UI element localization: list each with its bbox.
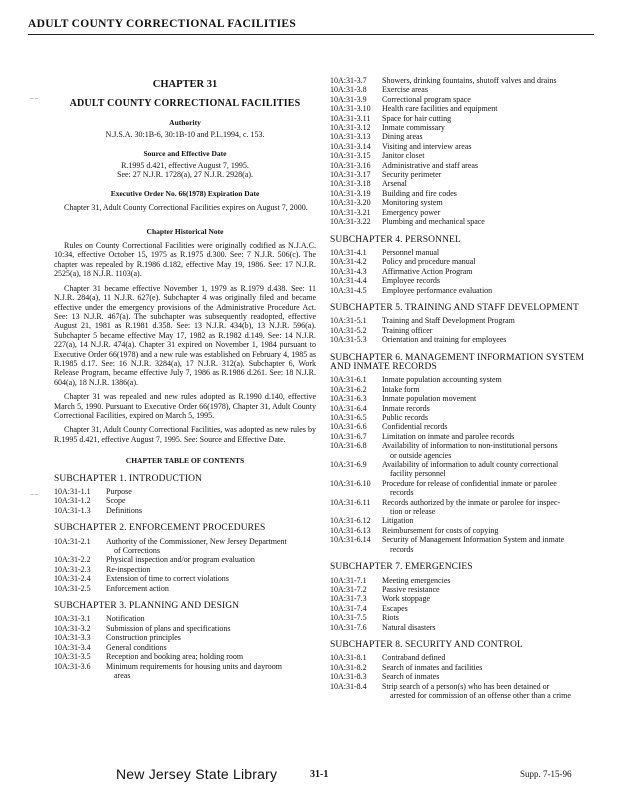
toc-row <box>330 179 596 188</box>
section-title <box>106 584 316 593</box>
section-number: 10A:31-7.3 <box>330 594 367 604</box>
section-title-text: Health care facilities and equipment <box>382 104 498 114</box>
section-title <box>382 76 596 85</box>
section-title <box>382 385 596 394</box>
toc-label: CHAPTER TABLE OF CONTENTS <box>125 456 245 466</box>
section-title <box>382 604 596 613</box>
toc-row <box>330 576 596 585</box>
subchapter-heading: SUBCHAPTER 5. TRAINING AND STAFF DEVELOPMENT <box>330 302 579 313</box>
toc-row <box>330 682 596 701</box>
toc-row <box>54 652 316 661</box>
section-title-text: Notification <box>106 614 145 624</box>
toc-list <box>54 537 316 593</box>
section-title-text: Construction principles <box>106 633 181 643</box>
section-title-text: General conditions <box>106 642 167 652</box>
section-title-continued: arrested for commission of an offense other than a crime <box>390 690 571 700</box>
section-number: 10A:31-3.1 <box>54 614 91 624</box>
section-title-text: Personnel manual <box>382 247 440 257</box>
section-number: 10A:31-6.7 <box>330 431 367 441</box>
section-number: 10A:31-6.10 <box>330 478 371 488</box>
toc-row <box>330 335 596 344</box>
section-title-text: Arsenal <box>382 179 407 189</box>
toc-row <box>54 496 316 505</box>
section-title-text: Authority of the Commissioner, New Jersey Department <box>106 536 287 546</box>
section-number: 10A:31-3.11 <box>330 113 371 123</box>
section-title <box>382 257 596 266</box>
section-number: 10A:31-5.3 <box>330 335 367 345</box>
section-number: 10A:31-8.4 <box>330 681 367 691</box>
section-number: 10A:31-3.13 <box>330 132 371 142</box>
section-title-text: Meeting emergencies <box>382 575 451 585</box>
subchapter-heading: SUBCHAPTER 8. SECURITY AND CONTROL <box>330 639 523 650</box>
section-title-text: Training officer <box>382 325 433 335</box>
section-number: 10A:31-2.3 <box>54 564 91 574</box>
section-title-text: Procedure for release of confidential inmate or parolee <box>382 478 557 488</box>
toc-row <box>54 643 316 652</box>
section-number: 10A:31-2.4 <box>54 574 91 584</box>
section-title <box>382 170 596 179</box>
section-title <box>382 441 596 460</box>
section-number: 10A:31-3.5 <box>54 652 91 662</box>
section-title <box>382 479 596 498</box>
section-title <box>382 85 596 94</box>
section-title <box>382 672 596 681</box>
section-title <box>382 432 596 441</box>
section-title <box>382 132 596 141</box>
subchapter-heading: SUBCHAPTER 6. MANAGEMENT INFORMATION SYSTEM AND INMATE RECORDS <box>330 352 585 372</box>
section-title-text: Orientation and training for employees <box>382 335 507 345</box>
section-title-text: Intake form <box>382 384 420 394</box>
section-title <box>382 413 596 422</box>
section-title <box>382 104 596 113</box>
section-number: 10A:31-8.3 <box>330 672 367 682</box>
toc-list <box>330 248 596 295</box>
section-title-continued: areas <box>114 670 131 680</box>
section-title <box>382 585 596 594</box>
toc-row <box>54 633 316 642</box>
section-title <box>382 335 596 344</box>
section-number: 10A:31-3.2 <box>54 623 91 633</box>
section-number: 10A:31-1.2 <box>54 496 91 506</box>
toc-row <box>330 276 596 285</box>
section-number: 10A:31-3.19 <box>330 188 371 198</box>
section-title-text: Passive resistance <box>382 584 440 594</box>
section-title <box>382 526 596 535</box>
toc-row <box>330 422 596 431</box>
eo-text: Chapter 31, Adult County Correctional Facilities expires on August 7, 2000. <box>64 203 308 213</box>
toc-row <box>330 170 596 179</box>
toc-row <box>330 585 596 594</box>
toc-row <box>330 114 596 123</box>
section-number: 10A:31-7.1 <box>330 575 367 585</box>
toc-row <box>330 286 596 295</box>
section-title-text: Administrative and staff areas <box>382 160 479 170</box>
section-title-text: Inmate population movement <box>382 394 477 404</box>
toc-row <box>330 460 596 479</box>
section-title <box>382 142 596 151</box>
section-title <box>382 404 596 413</box>
toc-row <box>54 537 316 556</box>
toc-row <box>330 516 596 525</box>
section-title-text: Security of Management Information System and inmate <box>382 535 565 545</box>
toc-list <box>330 576 596 632</box>
section-number: 10A:31-3.18 <box>330 179 371 189</box>
toc-row <box>330 95 596 104</box>
toc-row <box>330 394 596 403</box>
section-title-text: Purpose <box>106 487 132 496</box>
toc-row <box>330 198 596 207</box>
library-watermark: New Jersey State Library <box>116 766 278 782</box>
section-title <box>382 422 596 431</box>
section-title-continued: records <box>390 488 414 498</box>
toc-row <box>330 85 596 94</box>
section-title <box>106 624 316 633</box>
section-number: 10A:31-7.4 <box>330 603 367 613</box>
history-label: Chapter Historical Note <box>146 226 224 236</box>
section-title-text: Records authorized by the inmate or parolee for inspec- <box>382 497 561 507</box>
chapter-number: CHAPTER 31 <box>152 79 218 90</box>
section-title <box>106 662 316 681</box>
source-text-2: See: 27 N.J.R. 1728(a), 27 N.J.R. 2928(a). <box>117 170 253 180</box>
section-title <box>106 652 316 661</box>
section-title-text: Correctional program space <box>382 94 471 104</box>
section-title-text: Building and fire codes <box>382 188 457 198</box>
section-title-text: Availability of information to non-institutional persons <box>382 441 558 451</box>
section-title-text: Janitor closet <box>382 151 425 161</box>
section-number: 10A:31-3.14 <box>330 141 371 151</box>
running-head: ADULT COUNTY CORRECTIONAL FACILITIES <box>28 18 297 30</box>
section-number: 10A:31-3.9 <box>330 94 367 104</box>
section-title-text: Reimbursement for costs of copying <box>382 525 499 535</box>
section-title-text: Exercise areas <box>382 85 428 95</box>
subchapter-heading: SUBCHAPTER 1. INTRODUCTION <box>54 473 203 484</box>
section-title-text: Emergency power <box>382 207 441 217</box>
toc-row <box>330 613 596 622</box>
section-number: 10A:31-6.8 <box>330 441 367 451</box>
section-title <box>382 95 596 104</box>
section-title <box>382 682 596 701</box>
section-number: 10A:31-6.11 <box>330 497 371 507</box>
toc-row <box>54 487 316 496</box>
section-title <box>382 286 596 295</box>
toc-row <box>330 672 596 681</box>
toc-row <box>330 123 596 132</box>
section-title-text: Space for hair cutting <box>382 113 452 123</box>
section-number: 10A:31-8.2 <box>330 662 367 672</box>
history-paragraph: Chapter 31 was repealed and new rules adopted as R.1990 d.140, effective March 5, 1990. Pursuant to Executive Order 66(1978), Chapter 31, Adult County Correctional Facilities, expired on March 5, 1995. <box>54 392 316 420</box>
source-label: Source and Effective Date <box>143 148 227 158</box>
authority-text: N.J.S.A. 30:1B-6, 30:1B-10 and P.L.1994, c. 153. <box>105 130 265 140</box>
toc-row <box>330 498 596 517</box>
toc-row <box>330 432 596 441</box>
section-title-text: Natural disasters <box>382 622 436 632</box>
section-number: 10A:31-3.4 <box>54 642 91 652</box>
section-number: 10A:31-6.12 <box>330 516 371 526</box>
toc-row <box>54 565 316 574</box>
section-title-continued: tion or release <box>390 507 436 517</box>
section-title <box>382 623 596 632</box>
section-number: 10A:31-6.4 <box>330 403 367 413</box>
section-title-continued: of Corrections <box>114 546 160 556</box>
toc-row <box>330 535 596 554</box>
toc-row <box>330 76 596 85</box>
toc-row <box>330 663 596 672</box>
margin-mark: ⁻⁻ <box>30 96 39 105</box>
section-title-text: Inmate population accounting system <box>382 375 502 385</box>
section-number: 10A:31-4.2 <box>330 257 367 267</box>
section-number: 10A:31-3.21 <box>330 207 371 217</box>
section-number: 10A:31-6.1 <box>330 375 367 385</box>
section-title-text: Plumbing and mechanical space <box>382 217 485 227</box>
section-title <box>382 576 596 585</box>
section-title-continued: records <box>390 544 414 554</box>
section-number: 10A:31-1.3 <box>54 505 91 515</box>
page-number: 31-1 <box>310 769 329 780</box>
section-number: 10A:31-4.5 <box>330 285 367 295</box>
right-column <box>330 76 596 700</box>
section-title <box>106 555 316 564</box>
toc-list <box>330 76 596 227</box>
section-title <box>382 613 596 622</box>
section-title <box>382 516 596 525</box>
toc-list <box>54 614 316 680</box>
section-title <box>382 151 596 160</box>
section-number: 10A:31-6.13 <box>330 525 371 535</box>
history-paragraph: Rules on County Correctional Facilities were originally codified as N.J.A.C. 10:34, effective October 15, 1975 as R.1975 d.300. See: 7 N.J.R. 506(c). The chapter was repealed by R.1986 d.182, effective May 19, 1986. See: 17 N.J.R. 2525(a), 18 N.J.R. 1103(a). <box>54 241 316 279</box>
section-title-text: Showers, drinking fountains, shutoff valves and drains <box>382 76 557 85</box>
section-title <box>382 394 596 403</box>
section-title <box>382 114 596 123</box>
section-title-text: Affirmative Action Program <box>382 266 473 276</box>
section-title-text: Availability of information to adult county correctional <box>382 460 559 470</box>
toc-row <box>330 326 596 335</box>
toc-row <box>54 555 316 564</box>
section-title <box>382 653 596 662</box>
authority-label: Authority <box>169 117 201 127</box>
section-number: 10A:31-6.5 <box>330 413 367 422</box>
section-title-text: Employee records <box>382 276 440 286</box>
section-title-text: Riots <box>382 613 399 623</box>
margin-mark: ⁻⁻ <box>30 492 39 501</box>
history-paragraph: Chapter 31, Adult County Correctional Facilities, was adopted as new rules by R.1995 d.421, effective August 7, 1995. See: Source and Effective Date. <box>54 425 316 444</box>
section-number: 10A:31-6.9 <box>330 460 367 470</box>
section-title-text: Escapes <box>382 603 408 613</box>
source-text-1: R.1995 d.421, effective August 7, 1995. <box>121 161 249 171</box>
toc-row <box>330 132 596 141</box>
toc-row <box>330 385 596 394</box>
toc-row <box>330 257 596 266</box>
section-number: 10A:31-6.6 <box>330 422 367 432</box>
section-title <box>382 663 596 672</box>
section-title <box>382 123 596 132</box>
toc-row <box>54 584 316 593</box>
section-number: 10A:31-5.2 <box>330 325 367 335</box>
section-title-text: Search of inmates and facilities <box>382 662 483 672</box>
section-title <box>106 537 316 556</box>
section-title <box>382 498 596 517</box>
toc-row <box>330 104 596 113</box>
header-rule <box>28 34 594 35</box>
toc-row <box>330 161 596 170</box>
section-title <box>382 179 596 188</box>
toc-list <box>330 316 596 344</box>
toc-list <box>330 375 596 554</box>
section-title <box>106 506 316 515</box>
section-number: 10A:31-3.8 <box>330 85 367 95</box>
subchapter-heading: SUBCHAPTER 3. PLANNING AND DESIGN <box>54 601 240 612</box>
toc-row <box>330 217 596 226</box>
toc-row <box>54 614 316 623</box>
section-number: 10A:31-7.2 <box>330 584 367 594</box>
section-title-text: Security perimeter <box>382 170 442 180</box>
section-title <box>382 460 596 479</box>
section-title-text: Submission of plans and specifications <box>106 623 231 633</box>
section-title <box>382 326 596 335</box>
section-number: 10A:31-3.12 <box>330 123 371 133</box>
section-title <box>382 217 596 226</box>
section-title <box>106 565 316 574</box>
section-title <box>106 633 316 642</box>
section-title <box>382 535 596 554</box>
section-number: 10A:31-3.6 <box>54 661 91 671</box>
section-number: 10A:31-2.2 <box>54 555 91 565</box>
section-title-continued: facility personnel <box>390 469 446 479</box>
section-title-text: Confidential records <box>382 422 448 432</box>
section-title-text: Minimum requirements for housing units and dayroom <box>106 661 282 671</box>
section-title <box>382 161 596 170</box>
section-title-text: Contraband defined <box>382 653 446 663</box>
section-title <box>106 487 316 496</box>
toc-row <box>330 623 596 632</box>
section-title <box>382 248 596 257</box>
section-number: 10A:31-2.5 <box>54 583 91 593</box>
toc-row <box>54 662 316 681</box>
section-title <box>382 375 596 384</box>
section-number: 10A:31-6.2 <box>330 384 367 394</box>
section-number: 10A:31-3.3 <box>54 633 91 643</box>
toc-row <box>330 413 596 422</box>
toc-row <box>330 208 596 217</box>
section-title-text: Policy and procedure manual <box>382 257 476 267</box>
toc-row <box>330 526 596 535</box>
section-title-text: Training and Staff Development Program <box>382 316 515 326</box>
section-title-text: Visiting and interview areas <box>382 141 472 151</box>
toc-list <box>54 487 316 515</box>
section-title-text: Employee performance evaluation <box>382 285 493 295</box>
section-title-text: Enforcement action <box>106 583 169 593</box>
section-title-continued: or outside agencies <box>390 450 452 460</box>
toc-row <box>330 594 596 603</box>
section-title-text: Monitoring system <box>382 198 443 208</box>
section-title-text: Strip search of a person(s) who has been detained or <box>382 681 550 691</box>
section-number: 10A:31-8.1 <box>330 653 367 663</box>
toc-row <box>330 316 596 325</box>
toc-row <box>330 479 596 498</box>
toc-row <box>330 404 596 413</box>
section-title <box>106 614 316 623</box>
section-number: 10A:31-7.6 <box>330 622 367 632</box>
section-number: 10A:31-3.7 <box>330 76 367 85</box>
toc-row <box>330 441 596 460</box>
toc-row <box>54 624 316 633</box>
section-number: 10A:31-3.15 <box>330 151 371 161</box>
section-title-text: Extension of time to correct violations <box>106 574 229 584</box>
section-number: 10A:31-3.16 <box>330 160 371 170</box>
subchapter-heading: SUBCHAPTER 2. ENFORCEMENT PROCEDURES <box>54 523 266 534</box>
section-number: 10A:31-1.1 <box>54 487 91 496</box>
section-number: 10A:31-7.5 <box>330 613 367 623</box>
section-title-text: Definitions <box>106 505 142 515</box>
subchapter-heading: SUBCHAPTER 7. EMERGENCIES <box>330 562 473 573</box>
section-title <box>382 267 596 276</box>
section-number: 10A:31-6.3 <box>330 394 367 404</box>
toc-row <box>330 604 596 613</box>
section-title-text: Work stoppage <box>382 594 431 604</box>
toc-row <box>54 506 316 515</box>
section-title-text: Reception and booking area; holding room <box>106 652 244 662</box>
toc-row <box>330 653 596 662</box>
subchapter-heading: SUBCHAPTER 4. PERSONNEL <box>330 234 461 245</box>
section-title <box>382 198 596 207</box>
supplement-date: Supp. 7-15-96 <box>520 769 572 779</box>
section-number: 10A:31-3.10 <box>330 104 371 114</box>
history-paragraph: Chapter 31 became effective November 1, 1979 as R.1979 d.438. See: 11 N.J.R. 284(a), 11 N.J.R. 627(e). Subchapter 4 was originally filed and became effective under the emergency provisions of the Administrative Procedure Act. See: 13 N.J.R. 467(a). The subchapter was subsequently readopted, effective August 21, 1981 as R.1981 d.358. See: 13 N.J.R. 434(b), 13 N.J.R. 596(a). Subchapter 5 became effective May 17, 1982 as R.1982 d.149. See: 14 N.J.R. 227(a), 14 N.J.R. 474(a). Chapter 31 expired on November 1, 1984 pursuant to Executive Order 66(1978) and a new rule was established on February 4, 1985 as R.1985 d.17. See: 16 N.J.R. 3284(a), 17 N.J.R. 312(a). Subchapter 6, Work Release Program, became effective July 7, 1986 as R.1986 d.261. See: 18 N.J.R. 604(a), 18 N.J.R. 1386(a). <box>54 283 316 387</box>
section-number: 10A:31-4.3 <box>330 266 367 276</box>
section-title-text: Scope <box>106 496 126 506</box>
section-number: 10A:31-2.1 <box>54 536 91 546</box>
section-title-text: Physical inspection and/or program evaluation <box>106 555 255 565</box>
section-title <box>106 643 316 652</box>
section-number: 10A:31-4.4 <box>330 276 367 286</box>
toc-list <box>330 653 596 700</box>
section-title <box>106 496 316 505</box>
section-title <box>382 594 596 603</box>
toc-row <box>330 142 596 151</box>
section-title-text: Re-inspection <box>106 564 151 574</box>
section-number: 10A:31-4.1 <box>330 247 367 257</box>
section-number: 10A:31-3.22 <box>330 217 371 227</box>
section-number: 10A:31-3.20 <box>330 198 371 208</box>
section-title-text: Litigation <box>382 516 414 526</box>
section-title <box>106 574 316 583</box>
left-column <box>54 78 316 680</box>
toc-row <box>54 574 316 583</box>
section-title <box>382 189 596 198</box>
section-title <box>382 316 596 325</box>
section-title-text: Limitation on inmate and parolee records <box>382 431 515 441</box>
toc-row <box>330 248 596 257</box>
section-number: 10A:31-5.1 <box>330 316 367 326</box>
section-number: 10A:31-6.14 <box>330 535 371 545</box>
section-title <box>382 276 596 285</box>
toc-row <box>330 151 596 160</box>
eo-label: Executive Order No. 66(1978) Expiration Date <box>110 188 260 198</box>
section-title-text: Inmate records <box>382 403 430 413</box>
section-title <box>382 208 596 217</box>
section-title-text: Search of inmates <box>382 672 440 682</box>
toc-row <box>330 189 596 198</box>
toc-row <box>330 267 596 276</box>
toc-row <box>330 375 596 384</box>
section-title-text: Inmate commissary <box>382 123 445 133</box>
section-title-text: Dining areas <box>382 132 423 142</box>
section-number: 10A:31-3.17 <box>330 170 371 180</box>
chapter-title: ADULT COUNTY CORRECTIONAL FACILITIES <box>69 98 301 110</box>
section-title-text: Public records <box>382 413 428 422</box>
